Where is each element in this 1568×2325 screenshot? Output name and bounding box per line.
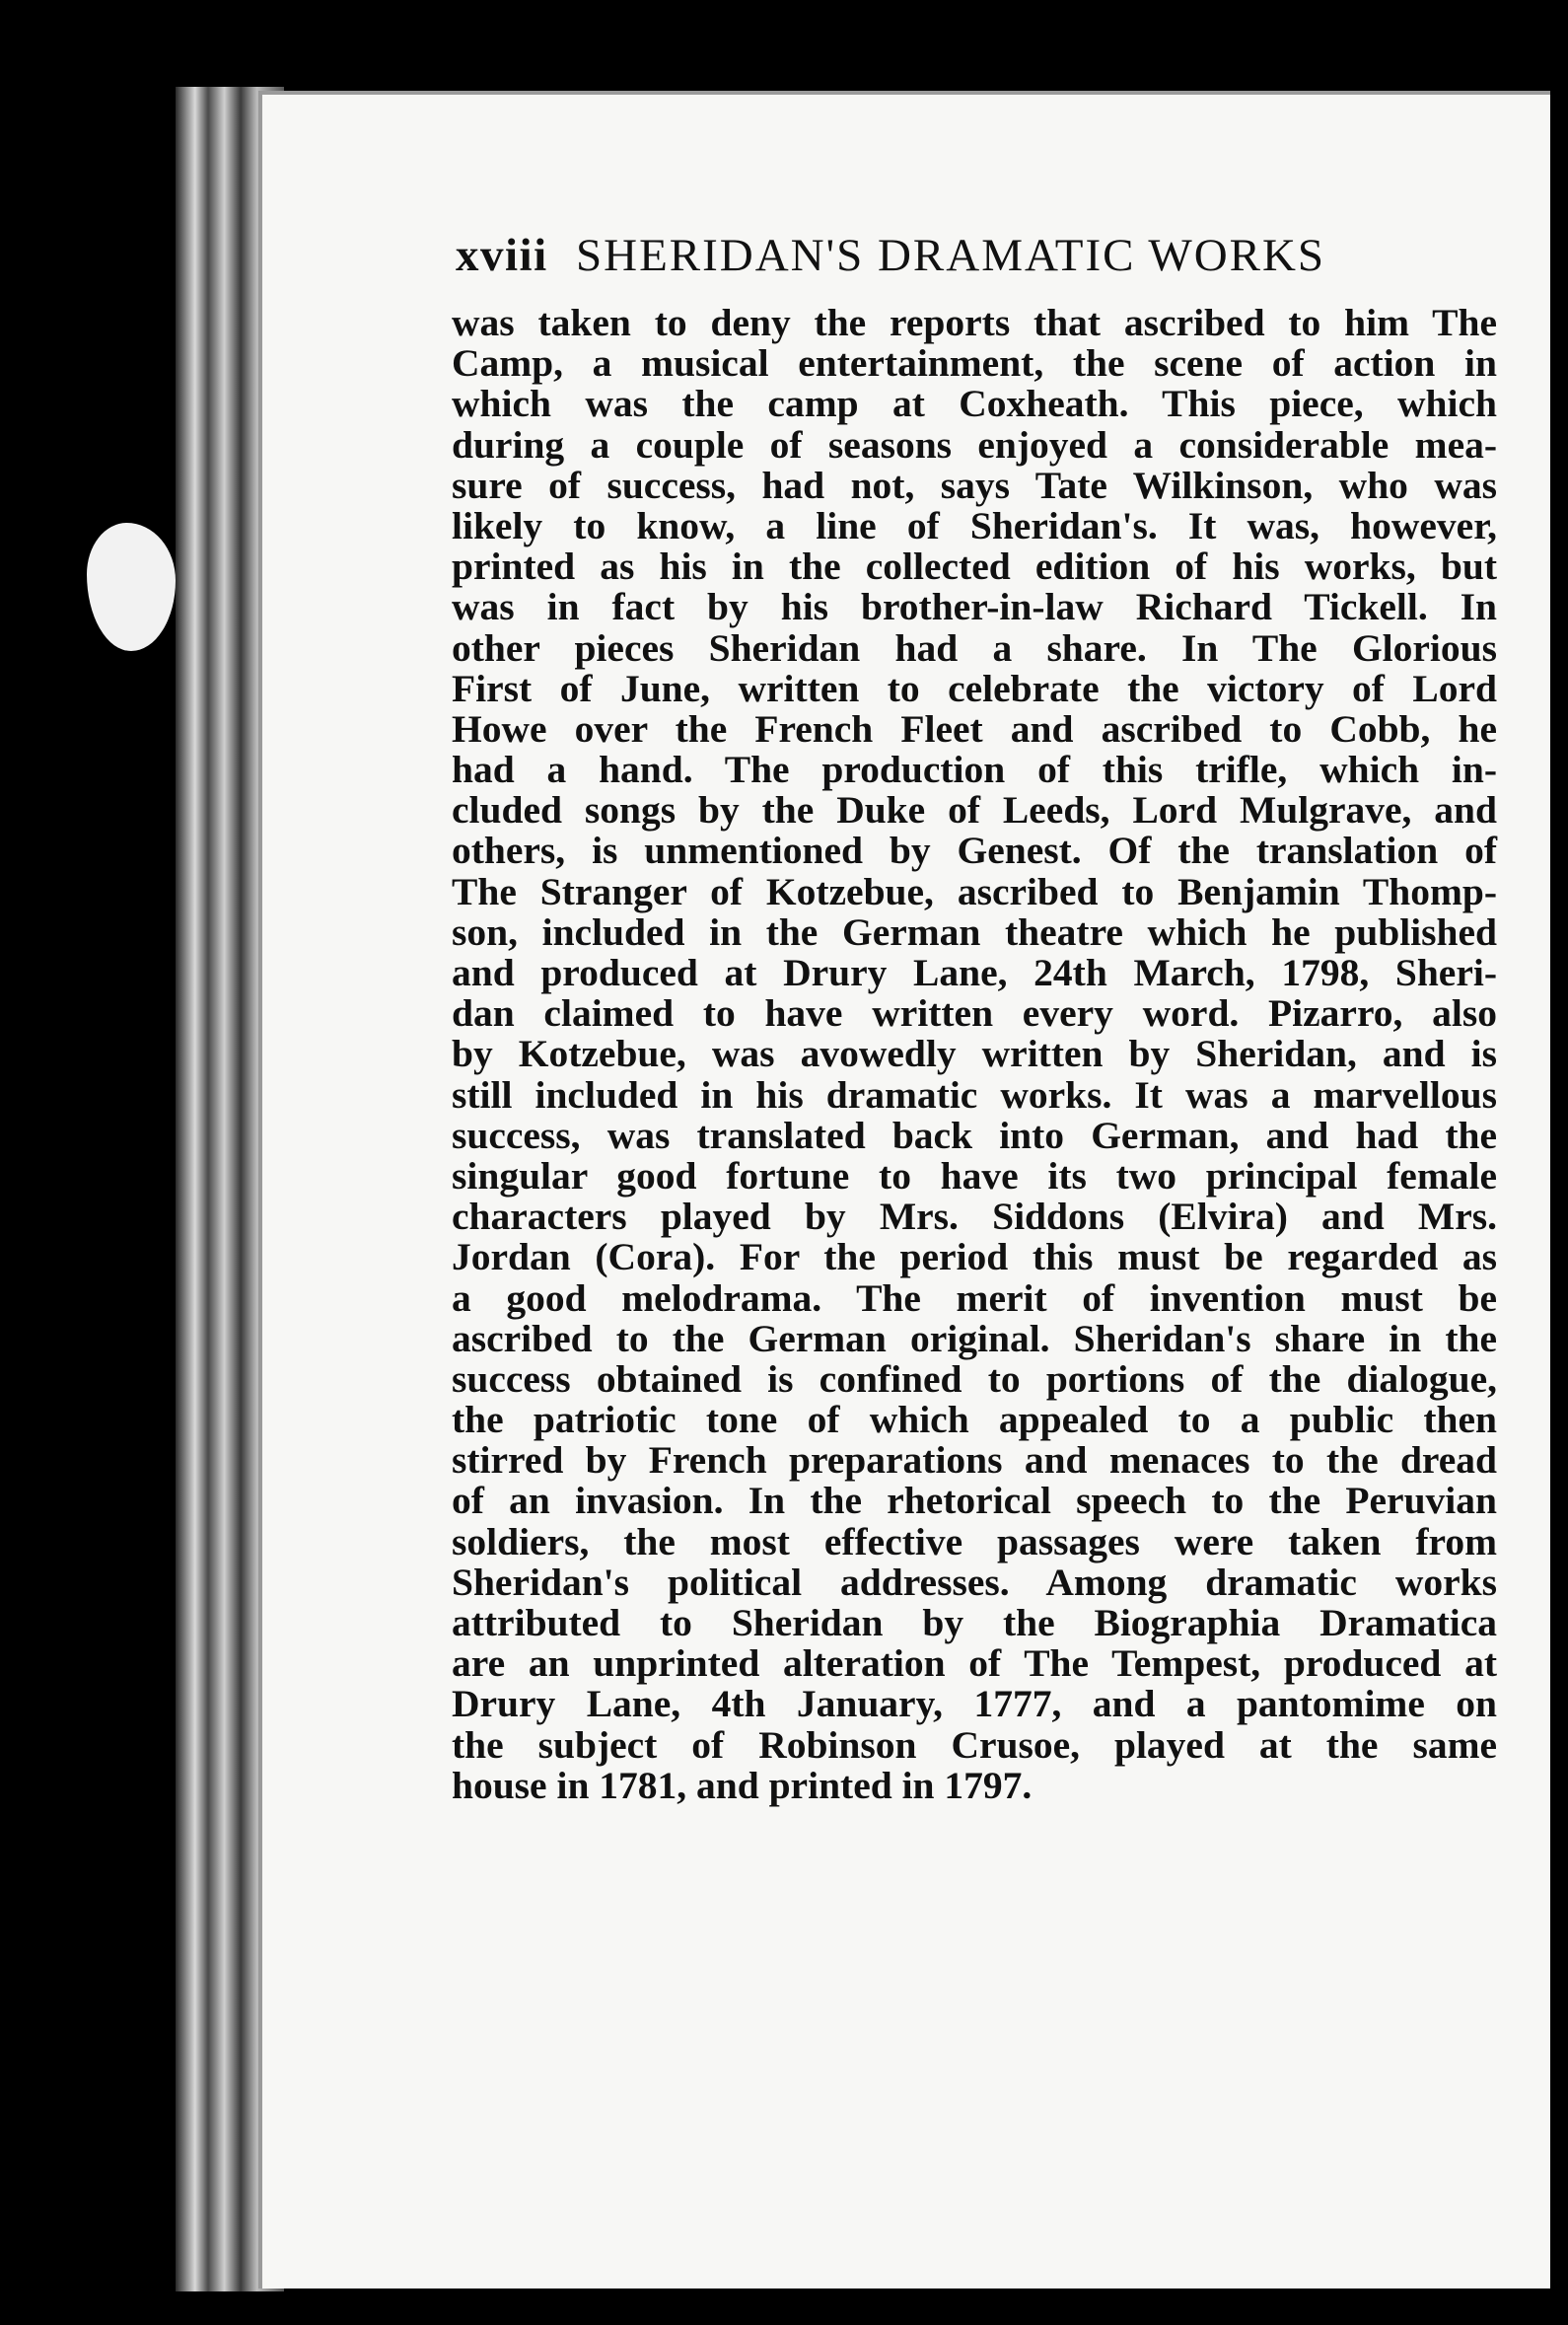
text-line: other pieces Sheridan had a share. In The Glorious (452, 625, 1497, 670)
text-line: was taken to deny the reports that ascribed to him The (452, 301, 1497, 344)
text-line: Howe over the French Fleet and ascribed to Cobb, he (452, 706, 1497, 751)
text-line: and produced at Drury Lane, 24th March, 1798, Sheri- (452, 951, 1497, 994)
text-line: singular good fortune to have its two principal female (452, 1153, 1497, 1198)
text-line: soldiers, the most effective passages were taken from (452, 1519, 1497, 1563)
text-line: others, is unmentioned by Genest. Of the translation of (452, 829, 1497, 873)
text-line: success obtained is confined to portions of the dialogue, (452, 1356, 1497, 1401)
text-line: the patriotic tone of which appealed to a public then (452, 1398, 1497, 1442)
text-line: was in fact by his brother-in-law Richard Tickell. In (452, 585, 1497, 629)
text-line: of an invasion. In the rhetorical speech to the Peruvian (452, 1479, 1497, 1523)
book-page (258, 91, 1550, 2289)
text-line: are an unprinted alteration of The Tempest, produced at (452, 1641, 1497, 1686)
text-line: during a couple of seasons enjoyed a considerable mea- (452, 422, 1497, 467)
text-line: likely to know, a line of Sheridan's. It was, however, (452, 503, 1497, 547)
text-line: son, included in the German theatre which he published (452, 909, 1497, 954)
page-header (456, 229, 1501, 308)
text-line: cluded songs by the Duke of Leeds, Lord Mulgrave, and (452, 788, 1497, 833)
text-line: had a hand. The production of this trifle, which in- (452, 748, 1497, 792)
running-title: SHERIDAN'S DRAMATIC WORKS (576, 230, 1326, 281)
text-line: characters played by Mrs. Siddons (Elvira) and Mrs. (452, 1195, 1497, 1239)
text-line: by Kotzebue, was avowedly written by Sheridan, and is (452, 1032, 1497, 1076)
text-line: sure of success, had not, says Tate Wilkinson, who was (452, 463, 1497, 507)
text-line: Sheridan's political addresses. Among dramatic works (452, 1560, 1497, 1604)
text-line: house in 1781, and printed in 1797. (452, 1763, 1033, 1807)
text-line: stirred by French preparations and menaces to the dread (452, 1438, 1497, 1483)
text-line: attributed to Sheridan by the Biographia Dramatica (452, 1601, 1497, 1644)
text-line: Camp, a musical entertainment, the scene of action in (452, 341, 1497, 386)
text-line: dan claimed to have written every word. Pizarro, also (452, 991, 1497, 1036)
text-line: Jordan (Cora). For the period this must be regarded as (452, 1235, 1497, 1279)
text-line: a good melodrama. The merit of invention must be (452, 1275, 1497, 1320)
text-line: which was the camp at Coxheath. This piece, which (452, 382, 1497, 426)
text-line: printed as his in the collected edition of his works, but (452, 545, 1497, 589)
body-paragraph (452, 303, 1497, 1806)
text-line: success, was translated back into German, and had the (452, 1113, 1497, 1157)
text-line: the subject of Robinson Crusoe, played at the same (452, 1722, 1497, 1767)
text-line: Drury Lane, 4th January, 1777, and a pantomime on (452, 1682, 1497, 1726)
text-line: The Stranger of Kotzebue, ascribed to Benjamin Thomp- (452, 869, 1497, 913)
text-line: First of June, written to celebrate the victory of Lord (452, 666, 1497, 710)
text-line: still included in his dramatic works. It was a marvellous (452, 1072, 1497, 1117)
page-number: xviii (456, 230, 548, 281)
text-line: ascribed to the German original. Sheridan's share in the (452, 1316, 1497, 1360)
